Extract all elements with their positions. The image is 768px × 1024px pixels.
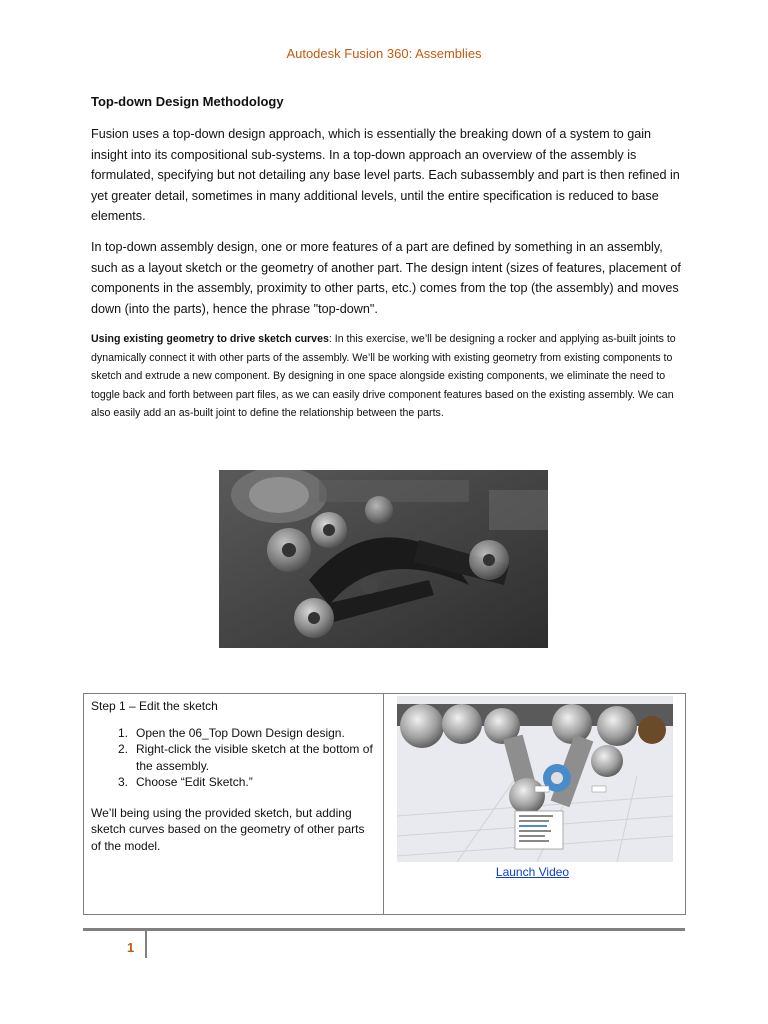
step-number: 1. — [117, 725, 128, 740]
paragraph-lead-in: Using existing geometry to drive sketch curves — [91, 333, 329, 345]
paragraph-intro: Fusion uses a top-down design approach, which is essentially the breaking down of a system to gain insight into its compositional sub-systems. In a top-down approach an overview of the assembly is formulated, specifying but not detailing any base level parts. Each subassembly and part is then refined in yet greater detail, sometimes in many additional levels, until the entire specification is reduced to base elements. — [91, 127, 680, 223]
step-text: Right-click the visible sketch at the bottom of the assembly. — [136, 742, 373, 773]
footer-divider — [83, 928, 685, 931]
paragraph-body: : In this exercise, we’ll be designing a rocker and applying as-built joints to dynamically connect it with other parts of the assembly. We’ll be working with existing geometry from existing components to sketch and extrude a new component. By designing in one space alongside existing components, we eliminate the need to toggle back and forth between part files, as we can easily drive component features based on the existing assembly. We can also easily add an as-built joint to define the relationship between the parts. — [91, 333, 676, 419]
document-header-title: Autodesk Fusion 360: Assemblies — [286, 46, 482, 61]
step-table — [83, 693, 686, 915]
step-media-cell — [384, 694, 686, 915]
step-title: Step 1 – Edit the sketch — [91, 699, 218, 713]
paragraph-existing-geometry — [91, 330, 687, 423]
step-list-item — [91, 741, 376, 774]
assembly-render-image — [219, 470, 548, 648]
paragraph-top-down: In top-down assembly design, one or more features of a part are defined by something in an assembly, such as a layout sketch or the geometry of another part. The design intent (sizes of features, placement of components in the assembly, proximity to other parts, etc.) comes from the top (the assembly) and moves down (into the parts), hence the phrase "top-down". — [91, 240, 681, 316]
step-text: Open the 06_Top Down Design design. — [136, 725, 345, 740]
step-list — [91, 725, 376, 791]
page-number: 1 — [127, 940, 135, 955]
section-heading: Top-down Design Methodology — [91, 94, 284, 109]
step-list-item — [91, 725, 376, 742]
step-instructions-cell — [84, 694, 384, 915]
step-number: 2. — [117, 742, 128, 756]
step-number: 3. — [117, 775, 128, 789]
step-note: We’ll being using the provided sketch, but adding sketch curves based on the geometry of other parts of the model. — [91, 805, 365, 853]
page-number-divider — [145, 930, 147, 958]
step-list-item — [91, 774, 376, 791]
video-thumbnail-image[interactable] — [397, 696, 673, 862]
launch-video-link[interactable]: Launch Video — [495, 865, 570, 879]
step-text: Choose “Edit Sketch.” — [136, 775, 253, 789]
